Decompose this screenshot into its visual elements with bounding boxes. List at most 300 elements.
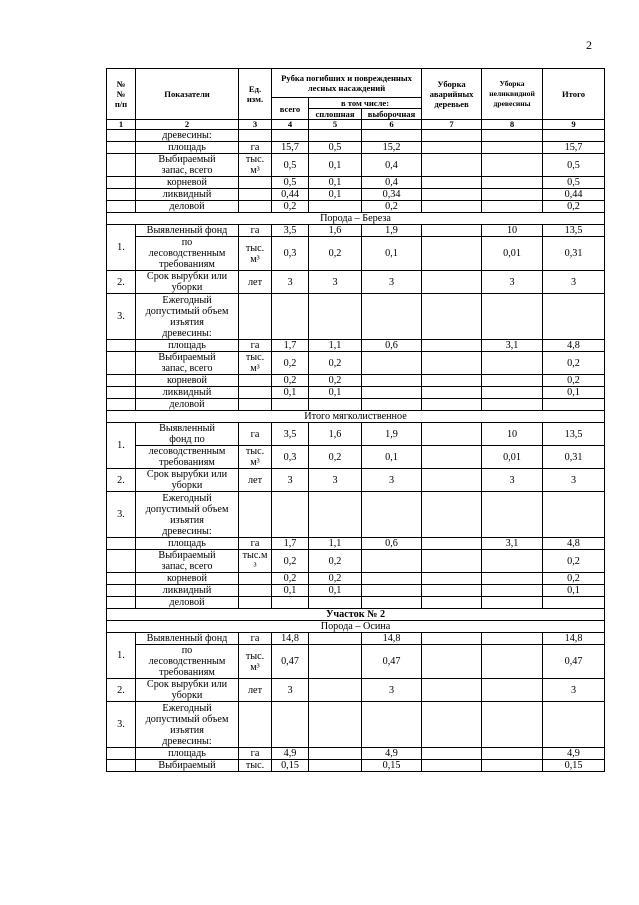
table-cell	[107, 550, 136, 573]
table-cell: 4,9	[543, 748, 605, 760]
table-cell	[422, 142, 482, 154]
indicator-cell: Выявленный фонд	[136, 633, 239, 645]
table-cell	[272, 702, 309, 748]
table-cell: 0,4	[362, 177, 422, 189]
table-cell	[239, 387, 272, 399]
cell-line: Срок вырубки или	[146, 271, 228, 282]
cell-line: тыс.м	[242, 550, 268, 561]
table-cell	[107, 748, 136, 760]
table-cell: 3	[309, 271, 362, 294]
cell-line: м³	[250, 253, 260, 265]
table-cell: 0,2	[309, 352, 362, 375]
indicator-cell	[136, 352, 239, 375]
table-row	[107, 177, 605, 189]
table-cell: 0,2	[272, 201, 309, 213]
table-cell: 1,7	[272, 340, 309, 352]
header-clear: сплошная	[309, 109, 362, 120]
table-cell: га	[239, 633, 272, 645]
table-cell	[309, 760, 362, 772]
table-cell: 4,9	[272, 748, 309, 760]
cell-line: тыс.	[245, 352, 265, 363]
table-cell	[422, 446, 482, 469]
table-cell: 3	[543, 469, 605, 492]
table-cell	[239, 597, 272, 609]
table-cell	[422, 201, 482, 213]
table-cell: 2.	[107, 679, 136, 702]
table-cell: 0,2	[309, 375, 362, 387]
row-number: 1.	[107, 633, 136, 679]
table-cell	[309, 399, 362, 411]
table-row	[107, 550, 605, 573]
table-cell: тыс.	[239, 760, 272, 772]
table-cell: 0,6	[362, 340, 422, 352]
table-cell	[482, 352, 543, 375]
table-cell: га	[239, 225, 272, 237]
table-cell: 0,1	[309, 585, 362, 597]
table-cell: 3.	[107, 702, 136, 748]
table-cell	[422, 597, 482, 609]
table-cell	[309, 645, 362, 679]
table-cell	[239, 201, 272, 213]
table-cell	[309, 201, 362, 213]
cell-line: лесоводственным	[148, 656, 226, 667]
table-cell: 0,15	[272, 760, 309, 772]
table-cell	[362, 387, 422, 399]
col-index: 5	[309, 120, 362, 130]
table-cell: 4,8	[543, 340, 605, 352]
table-row	[107, 294, 605, 340]
table-cell: 0,2	[309, 237, 362, 271]
table-cell: 15,7	[272, 142, 309, 154]
cell-line: м³	[250, 165, 260, 176]
table-cell	[272, 130, 309, 142]
cell-line: Ежегодный	[162, 294, 212, 306]
table-cell	[362, 573, 422, 585]
table-cell: 0,5	[543, 177, 605, 189]
header-nonliquid: Уборка неликвидной древесины	[482, 69, 543, 120]
table-cell: 0,01	[482, 237, 543, 271]
table-cell: 14,8	[362, 633, 422, 645]
table-cell: га	[239, 748, 272, 760]
cell-line: фонд по	[169, 434, 205, 445]
table-cell	[309, 294, 362, 340]
table-cell	[239, 352, 272, 375]
header-total: всего	[272, 98, 309, 120]
indicator-cell: деловой	[136, 597, 239, 609]
indicator-cell: корневой	[136, 177, 239, 189]
table-row	[107, 142, 605, 154]
section-row	[107, 609, 605, 621]
table-cell: 0,2	[272, 573, 309, 585]
table-cell: 0,1	[309, 387, 362, 399]
table-cell	[362, 492, 422, 538]
table-cell	[422, 130, 482, 142]
table-cell	[422, 225, 482, 237]
indicator-cell	[136, 679, 239, 702]
cell-line: ³	[253, 561, 257, 572]
table-cell: 3	[362, 679, 422, 702]
indicator-cell	[136, 702, 239, 748]
table-cell: 0,2	[309, 550, 362, 573]
table-cell: 0,1	[362, 237, 422, 271]
table-cell: 3	[543, 271, 605, 294]
table-cell	[309, 679, 362, 702]
table-row	[107, 154, 605, 177]
table-cell	[362, 597, 422, 609]
table-cell	[239, 189, 272, 201]
table-cell	[543, 702, 605, 748]
table-cell: 0,2	[309, 446, 362, 469]
table-cell	[239, 550, 272, 573]
table-row	[107, 446, 605, 469]
table-cell	[422, 271, 482, 294]
col-index: 7	[422, 120, 482, 130]
cell-line: запас, всего	[161, 561, 213, 572]
table-cell	[309, 130, 362, 142]
table-cell	[422, 423, 482, 446]
table-cell	[362, 585, 422, 597]
header-result: Итого	[543, 69, 605, 120]
table-cell	[239, 585, 272, 597]
table-cell	[107, 189, 136, 201]
table-cell	[239, 399, 272, 411]
table-cell: 3	[482, 271, 543, 294]
indicator-cell: Выбираемый	[136, 760, 239, 772]
table-cell	[362, 375, 422, 387]
table-row	[107, 702, 605, 748]
table-cell	[422, 189, 482, 201]
cell-line: древесины:	[162, 327, 212, 339]
table-cell: 15,2	[362, 142, 422, 154]
table-cell	[543, 130, 605, 142]
table-cell	[239, 645, 272, 679]
table-cell: 0,2	[543, 573, 605, 585]
table-row	[107, 399, 605, 411]
table-cell: 0,47	[543, 645, 605, 679]
table-cell: 0,1	[272, 585, 309, 597]
indicator-cell	[136, 271, 239, 294]
table-row	[107, 375, 605, 387]
table-cell: 13,5	[543, 225, 605, 237]
table-cell: лет	[239, 679, 272, 702]
table-cell: 0,2	[543, 352, 605, 375]
table-cell: 3,5	[272, 423, 309, 446]
table-cell	[422, 679, 482, 702]
table-cell: 0,3	[272, 446, 309, 469]
cell-line: запас, всего	[161, 363, 213, 374]
table-cell	[272, 597, 309, 609]
table-row	[107, 225, 605, 237]
header-unit: Ед. изм.	[239, 69, 272, 120]
section-row	[107, 621, 605, 633]
table-row	[107, 573, 605, 585]
table-cell	[482, 597, 543, 609]
cell-line: м³	[250, 661, 260, 673]
table-row	[107, 237, 605, 271]
table-cell	[239, 375, 272, 387]
table-cell	[482, 130, 543, 142]
table-cell: 0,2	[543, 375, 605, 387]
col-index: 4	[272, 120, 309, 130]
table-cell	[482, 201, 543, 213]
table-cell: 10	[482, 225, 543, 237]
table-cell: 0,47	[362, 645, 422, 679]
table-cell	[482, 679, 543, 702]
row-number: 1.	[107, 225, 136, 271]
table-cell	[422, 399, 482, 411]
table-cell: 3	[362, 469, 422, 492]
table-cell	[422, 294, 482, 340]
table-cell	[362, 352, 422, 375]
indicator-cell	[136, 154, 239, 177]
table-cell: 0,2	[543, 550, 605, 573]
table-cell: 1,1	[309, 340, 362, 352]
indicator-cell: ликвидный	[136, 189, 239, 201]
indicator-cell: площадь	[136, 748, 239, 760]
table-cell: лет	[239, 271, 272, 294]
col-index: 1	[107, 120, 136, 130]
table-cell: 0,01	[482, 446, 543, 469]
table-cell	[482, 375, 543, 387]
table-cell: 2.	[107, 271, 136, 294]
table-cell: 2.	[107, 469, 136, 492]
indicator-cell: корневой	[136, 375, 239, 387]
table-cell: 0,2	[309, 573, 362, 585]
section-title: Порода – Осина	[107, 621, 605, 633]
indicator-cell: площадь	[136, 340, 239, 352]
table-cell	[239, 294, 272, 340]
header-felling: Рубка погибших и поврежденных лесных насаждений	[272, 69, 422, 98]
col-index: 8	[482, 120, 543, 130]
header-emergency: Уборка аварийных деревьев	[422, 69, 482, 120]
cell-line: Выбираемый	[158, 154, 216, 165]
table-row	[107, 633, 605, 645]
table-cell: 0,34	[362, 189, 422, 201]
table-cell: 3	[272, 271, 309, 294]
table-cell: 0,31	[543, 237, 605, 271]
table-cell	[239, 492, 272, 538]
cell-line: Выбираемый	[158, 352, 216, 363]
table-cell	[239, 573, 272, 585]
table-cell: 0,1	[362, 446, 422, 469]
indicator-cell: Выявленный фонд	[136, 225, 239, 237]
header-including: в том числе:	[309, 98, 422, 109]
table-cell: 1,6	[309, 423, 362, 446]
table-cell	[309, 748, 362, 760]
table-cell: 1,1	[309, 538, 362, 550]
indicator-cell	[136, 492, 239, 538]
table-row	[107, 492, 605, 538]
table-cell	[422, 760, 482, 772]
table-cell	[543, 294, 605, 340]
indicator-cell: древесины:	[136, 130, 239, 142]
table-cell	[107, 573, 136, 585]
table-cell: 0,1	[309, 177, 362, 189]
indicator-cell: деловой	[136, 399, 239, 411]
table-cell: 0,1	[272, 387, 309, 399]
table-cell: 0,2	[362, 201, 422, 213]
table-cell	[422, 550, 482, 573]
table-cell	[309, 702, 362, 748]
table-cell	[482, 645, 543, 679]
cell-line: лесоводственным	[148, 446, 226, 457]
section-title: Итого мягколиственное	[107, 411, 605, 423]
cell-line: запас, всего	[161, 165, 213, 176]
table-cell: га	[239, 340, 272, 352]
indicator-cell: деловой	[136, 201, 239, 213]
table-cell	[107, 352, 136, 375]
table-cell	[482, 550, 543, 573]
indicator-cell	[136, 645, 239, 679]
table-row	[107, 352, 605, 375]
table-cell: 1,9	[362, 423, 422, 446]
table-cell	[482, 387, 543, 399]
table-cell: 3,1	[482, 538, 543, 550]
cell-line: уборки	[171, 690, 203, 701]
table-cell	[482, 760, 543, 772]
table-cell	[107, 130, 136, 142]
table-cell: 1,9	[362, 225, 422, 237]
table-row	[107, 597, 605, 609]
table-cell	[362, 550, 422, 573]
table-cell	[422, 375, 482, 387]
table-cell	[482, 573, 543, 585]
table-cell: 0,31	[543, 446, 605, 469]
table-cell: 4,9	[362, 748, 422, 760]
col-index: 9	[543, 120, 605, 130]
table-cell: 10	[482, 423, 543, 446]
table-cell	[422, 492, 482, 538]
table-cell: 3	[482, 469, 543, 492]
table-cell	[482, 492, 543, 538]
table-cell	[422, 585, 482, 597]
section-row	[107, 213, 605, 225]
cell-line: м³	[250, 363, 260, 374]
cell-line: тыс.	[245, 154, 265, 165]
cell-line: тыс.	[245, 446, 265, 457]
cell-line: изъятия	[170, 514, 204, 526]
table-row	[107, 387, 605, 399]
table-cell	[239, 237, 272, 271]
table-cell	[107, 387, 136, 399]
col-index: 6	[362, 120, 422, 130]
table-cell	[107, 142, 136, 154]
cell-line: Выбираемый	[158, 550, 216, 561]
table-cell: 0,1	[309, 189, 362, 201]
table-cell: 0,1	[543, 585, 605, 597]
table-cell	[422, 340, 482, 352]
cell-line: требованиям	[159, 457, 215, 468]
cell-line: Выявленный	[159, 423, 215, 434]
section-title: Порода – Береза	[107, 213, 605, 225]
table-cell: 14,8	[543, 633, 605, 645]
table-cell: 0,44	[543, 189, 605, 201]
table-row	[107, 538, 605, 550]
table-cell: га	[239, 142, 272, 154]
table-cell: 0,5	[272, 177, 309, 189]
table-cell: 3	[543, 679, 605, 702]
table-cell	[422, 633, 482, 645]
table-cell	[272, 492, 309, 538]
table-cell	[482, 189, 543, 201]
table-row	[107, 585, 605, 597]
table-cell: 3,5	[272, 225, 309, 237]
table-cell: 3	[272, 679, 309, 702]
header-num: № № п/п	[107, 69, 136, 120]
table-cell: 13,5	[543, 423, 605, 446]
table-cell	[422, 469, 482, 492]
table-cell	[107, 375, 136, 387]
indicator-cell: площадь	[136, 538, 239, 550]
table-cell	[482, 177, 543, 189]
table-cell	[239, 446, 272, 469]
table-row	[107, 679, 605, 702]
cell-line: требованиям	[159, 259, 215, 270]
table-cell: 0,15	[543, 760, 605, 772]
row-number: 1.	[107, 423, 136, 469]
cell-line: уборки	[171, 480, 203, 491]
table-cell	[482, 585, 543, 597]
cell-line: древесины:	[162, 735, 212, 747]
table-cell: 0,6	[362, 538, 422, 550]
table-cell: 0,47	[272, 645, 309, 679]
table-cell: 0,2	[543, 201, 605, 213]
table-cell	[107, 760, 136, 772]
table-cell	[422, 387, 482, 399]
cell-line: лесоводственным	[148, 248, 226, 259]
table-row	[107, 469, 605, 492]
table-cell: 0,4	[362, 154, 422, 177]
table-cell	[543, 597, 605, 609]
table-cell: 0,2	[272, 550, 309, 573]
table-cell	[107, 399, 136, 411]
table-cell	[107, 154, 136, 177]
cell-line: Срок вырубки или	[146, 679, 228, 690]
cell-line: требованиям	[159, 667, 215, 678]
table-cell	[482, 748, 543, 760]
table-cell: 0,2	[272, 352, 309, 375]
col-index: 2	[136, 120, 239, 130]
page-number: 2	[586, 38, 592, 52]
table-cell	[362, 294, 422, 340]
table-cell	[239, 130, 272, 142]
indicator-cell	[136, 469, 239, 492]
table-cell	[272, 294, 309, 340]
header-indicator: Показатели	[136, 69, 239, 120]
table-cell	[362, 130, 422, 142]
cell-line: древесины:	[162, 525, 212, 537]
cell-line: по	[181, 645, 193, 656]
indicator-cell: ликвидный	[136, 585, 239, 597]
table-cell: 0,5	[272, 154, 309, 177]
table-row	[107, 423, 605, 446]
table-cell: 3.	[107, 492, 136, 538]
table-cell: 15,7	[543, 142, 605, 154]
table-cell	[482, 294, 543, 340]
table-cell	[107, 201, 136, 213]
header-selective: выборочная	[362, 109, 422, 120]
table-row	[107, 340, 605, 352]
table-cell	[239, 154, 272, 177]
table-cell: 1,6	[309, 225, 362, 237]
table-row	[107, 760, 605, 772]
table-cell	[362, 399, 422, 411]
table-cell	[482, 633, 543, 645]
table-cell: 3	[362, 271, 422, 294]
table-cell	[422, 154, 482, 177]
col-index: 3	[239, 120, 272, 130]
table-cell: 0,3	[272, 237, 309, 271]
